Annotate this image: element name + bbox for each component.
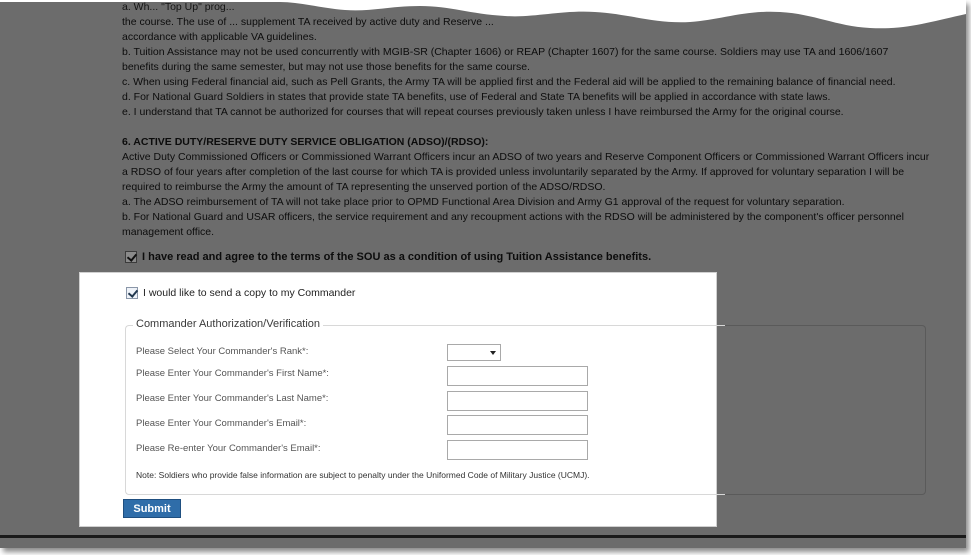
reemail-input[interactable] xyxy=(447,440,588,460)
first-name-input[interactable] xyxy=(447,366,588,386)
sou-top-line-2: the course. The use of ... supplement TA received by active duty and Reserve ... xyxy=(122,16,494,28)
section-6-b: b. For National Guard and USAR officers, the service requirement and any recoupment actions with the RDSO will be administered by the component's officer personnel management office. xyxy=(122,211,904,238)
commander-legend: Commander Authorization/Verification xyxy=(133,318,323,330)
sou-para-e: e. I understand that TA cannot be authorized for courses that will repeat courses previously taken unless I have reimbursed the Army for the original course. xyxy=(122,106,844,118)
section-6-a: a. The ADSO reimbursement of TA will not take place prior to OPMD Functional Area Division and Army G1 approval of the request for voluntary separation. xyxy=(122,196,845,208)
send-copy-label: I would like to send a copy to my Commander xyxy=(143,287,356,299)
email-label: Please Enter Your Commander's Email*: xyxy=(136,418,307,429)
torn-edge xyxy=(0,0,966,40)
first-name-label: Please Enter Your Commander's First Name*: xyxy=(136,368,329,379)
reemail-label: Please Re-enter Your Commander's Email*: xyxy=(136,443,321,454)
section-6-heading: 6. ACTIVE DUTY/RESERVE DUTY SERVICE OBLIGATION (ADSO)/(RDSO): xyxy=(122,136,489,148)
sou-top-line-1: a. Wh... "Top Up" prog... xyxy=(122,1,235,13)
agree-sou-label: I have read and agree to the terms of the SOU as a condition of using Tuition Assistance benefits. xyxy=(142,251,652,263)
sou-para-d: d. For National Guard Soldiers in states that provide state TA benefits, use of Federal and State TA benefits will be applied in accordance with state laws. xyxy=(122,91,831,103)
chevron-down-icon xyxy=(490,351,496,355)
agree-sou-row[interactable] xyxy=(125,251,651,263)
sou-para-b: b. Tuition Assistance may not be used concurrently with MGIB-SR (Chapter 1606) or REAP (Chapter 1607) for the same course. Soldiers may use TA and 1606/1607 xyxy=(122,46,889,58)
email-input[interactable] xyxy=(447,415,588,435)
send-copy-row[interactable] xyxy=(126,287,355,299)
last-name-input[interactable] xyxy=(447,391,588,411)
rank-label: Please Select Your Commander's Rank*: xyxy=(136,346,309,357)
last-name-label: Please Enter Your Commander's Last Name*: xyxy=(136,393,329,404)
send-copy-checkbox[interactable] xyxy=(126,287,138,299)
submit-button[interactable]: Submit xyxy=(123,499,181,518)
section-6-body: Active Duty Commissioned Officers or Commissioned Warrant Officers incur an ADSO of two years and Reserve Component Officers or Commissioned Warrant Officers incur a RDSO of four years after completion of the last course for which TA is provided unless involuntarily separated by the Army. If approved for voluntary separation I will be required to reimburse the Army the amount of TA representing the unserved portion of the ADSO/RDSO. xyxy=(122,151,930,193)
sou-top-line-3: accordance with applicable VA guidelines. xyxy=(122,31,317,43)
sou-para-b-cont: benefits during the same semester, but may not use those benefits for the same course. xyxy=(122,61,530,73)
agree-sou-checkbox[interactable] xyxy=(125,251,137,263)
sou-para-c: c. When using Federal financial aid, such as Pell Grants, the Army TA will be applied first and the Federal aid will be applied to the remaining balance of financial need. xyxy=(122,76,896,88)
ucmj-note: Note: Soldiers who provide false information are subject to penalty under the Uniformed Code of Military Justice (UCMJ). xyxy=(136,470,590,480)
commander-form-highlight xyxy=(79,272,717,527)
rank-select[interactable] xyxy=(447,344,501,361)
fieldset-border-dimmed xyxy=(714,325,926,495)
page-bottom-rule xyxy=(0,535,966,538)
